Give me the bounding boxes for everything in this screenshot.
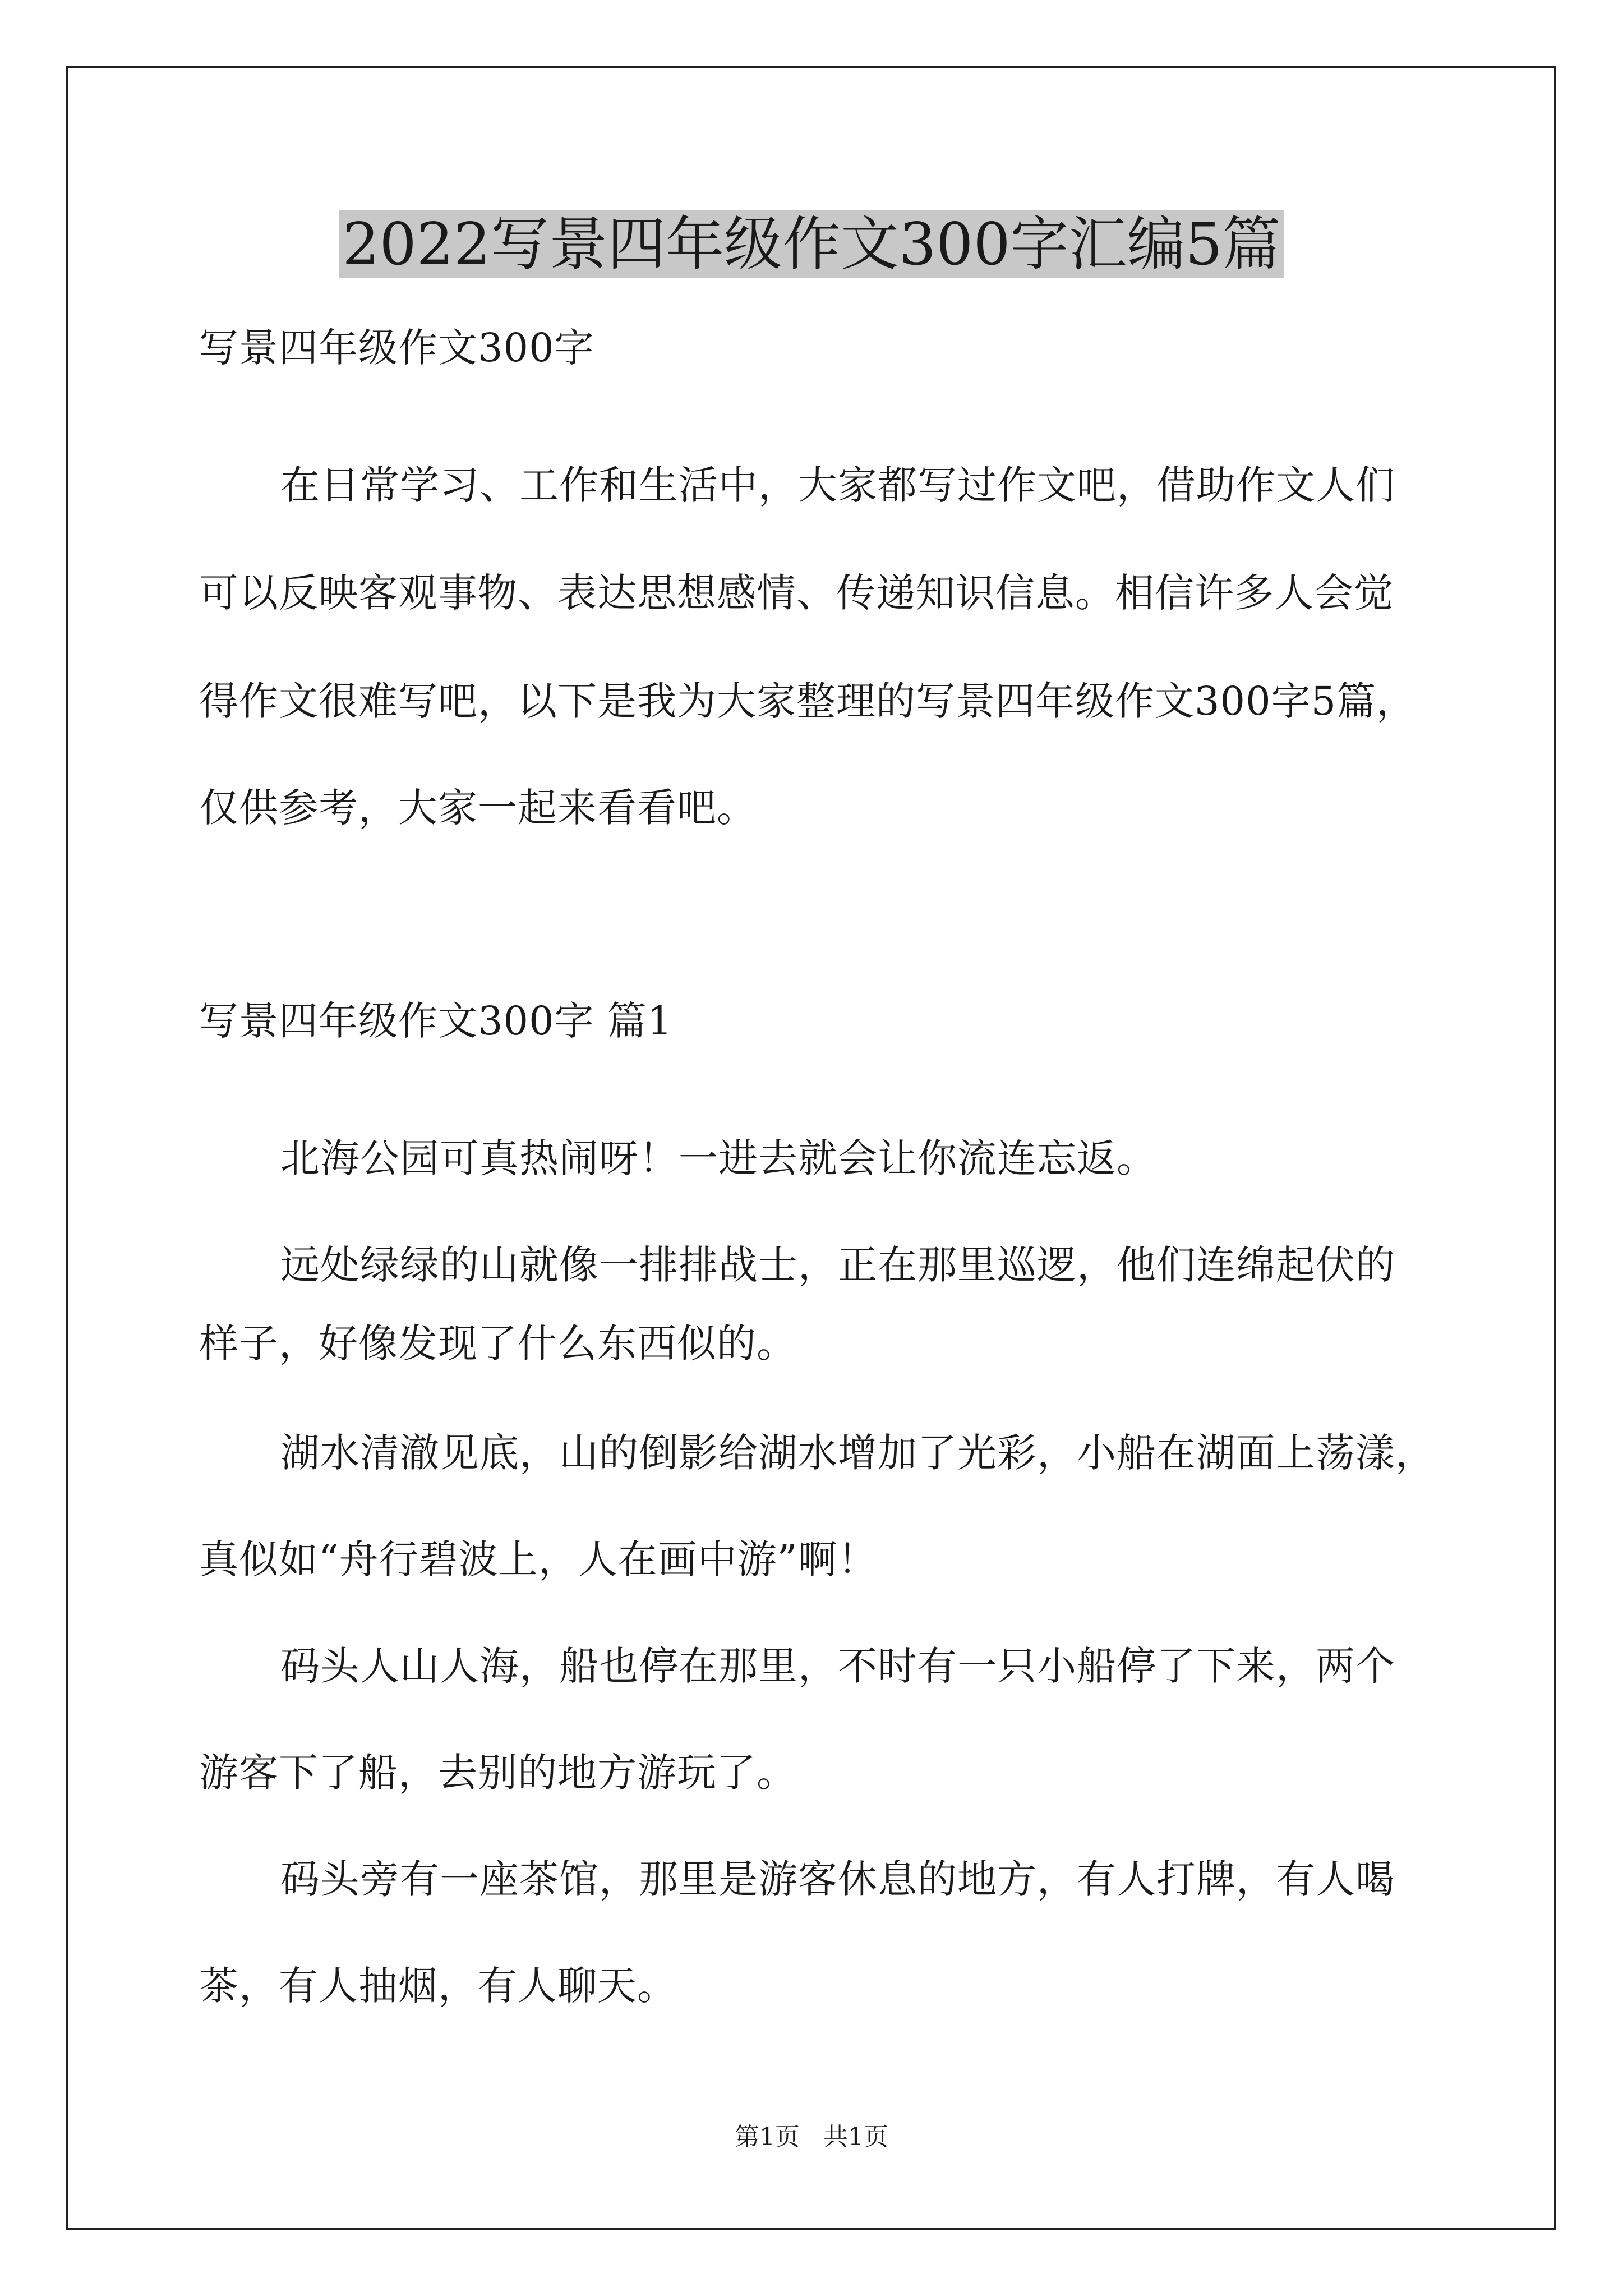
intro-heading: 写景四年级作文300字: [199, 325, 594, 371]
paragraph-line: 样子，好像发现了什么东西似的。: [199, 1320, 796, 1366]
paragraph-line: 北海公园可真热闹呀！一进去就会让你流连忘返。: [280, 1135, 1156, 1181]
section-heading: 写景四年级作文300字 篇1: [199, 998, 673, 1044]
paragraph-line: 远处绿绿的山就像一排排战士，正在那里巡逻，他们连绵起伏的: [280, 1242, 1395, 1288]
intro-line: 在日常学习、工作和生活中，大家都写过作文吧，借助作文人们: [280, 462, 1395, 508]
paragraph-line: 游客下了船，去别的地方游玩了。: [199, 1750, 796, 1796]
title-highlight: 2022写景四年级作文300字汇编5篇: [339, 210, 1284, 278]
intro-line: 得作文很难写吧，以下是我为大家整理的写景四年级作文300字5篇，: [199, 678, 1417, 724]
paragraph-line: 湖水清澈见底，山的倒影给湖水增加了光彩，小船在湖面上荡漾，: [280, 1430, 1435, 1476]
intro-line: 仅供参考，大家一起来看看吧。: [199, 785, 757, 831]
paragraph-line: 码头旁有一座茶馆，那里是游客休息的地方，有人打牌，有人喝: [280, 1856, 1395, 1902]
document-title: [0, 205, 1623, 283]
paragraph-line: 茶，有人抽烟，有人聊天。: [199, 1963, 677, 2009]
intro-line: 可以反映客观事物、表达思想感情、传递知识信息。相信许多人会觉: [199, 570, 1394, 616]
page-footer: 第1页 共1页: [735, 2123, 888, 2151]
paragraph-line: 真似如“舟行碧波上，人在画中游”啊！: [199, 1536, 878, 1582]
paragraph-line: 码头人山人海，船也停在那里，不时有一只小船停了下来，两个: [280, 1643, 1395, 1689]
